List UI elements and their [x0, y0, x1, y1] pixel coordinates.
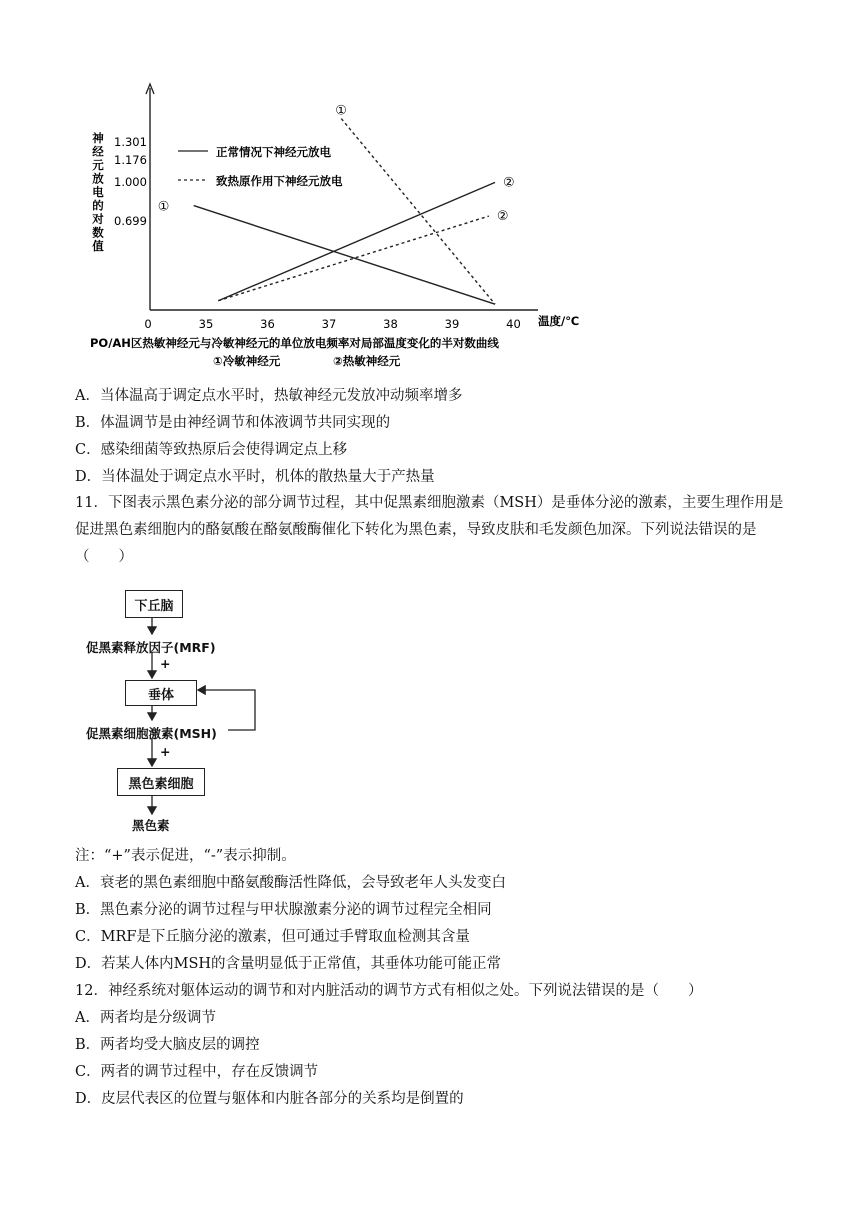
- q12-stem: 12．神经系统对躯体运动的调节和对内脏活动的调节方式有相似之处。下列说法错误的是（ ）: [75, 983, 703, 999]
- flow-arrows: [80, 586, 300, 836]
- series-marker-1: ①: [157, 199, 170, 215]
- q12-option-b: B．两者均受大脑皮层的调控: [75, 1037, 260, 1053]
- legend-solid-label: 正常情况下神经元放电: [216, 145, 331, 159]
- q11-option-a: A．衰老的黑色素细胞中酪氨酸酶活性降低，会导致老年人头发变白: [75, 875, 506, 891]
- q12-option-d: D．皮层代表区的位置与躯体和内脏各部分的关系均是倒置的: [75, 1091, 464, 1107]
- melanin-regulation-diagram: [80, 586, 300, 836]
- legend-dashed-label: 致热原作用下神经元放电: [216, 174, 343, 188]
- pituitary-box: 垂体: [125, 680, 197, 706]
- msh-label: 促黑素细胞激素(MSH): [86, 726, 217, 741]
- q10-option-c: C．感染细菌等致热原后会使得调定点上移: [75, 442, 348, 458]
- q11-option-d: D．若某人体内MSH的含量明显低于正常值，其垂体功能可能正常: [75, 956, 502, 972]
- melanin-label: 黑色素: [132, 818, 170, 833]
- y-axis-label-char: 电: [92, 185, 104, 199]
- temperature-discharge-chart: [60, 70, 620, 380]
- x-tick-label: 39: [444, 317, 460, 331]
- series-line-1: [194, 206, 495, 305]
- hypothalamus-box: 下丘脑: [125, 590, 183, 618]
- y-axis-label-char: 数: [92, 225, 104, 240]
- series-line-2: [218, 182, 495, 300]
- series-marker-3: ①: [335, 103, 347, 119]
- mrf-label: 促黑素释放因子(MRF): [86, 640, 216, 655]
- note: 注：“+”表示促进，“-”表示抑制。: [75, 848, 296, 864]
- x-axis-label: 温度/℃: [538, 314, 580, 328]
- x-tick-label: 38: [383, 317, 398, 331]
- y-tick-label: 1.000: [114, 175, 147, 189]
- q12-option-a: A．两者均是分级调节: [75, 1010, 216, 1026]
- y-axis-label-char: 神: [92, 131, 104, 145]
- y-tick-label: 1.301: [114, 135, 147, 149]
- chart-caption: PO/AH区热敏神经元与冷敏神经元的单位放电频率对局部温度变化的半对数曲线: [90, 336, 499, 350]
- y-axis-label-char: 的: [92, 198, 104, 213]
- melanocyte-box: 黑色素细胞: [117, 768, 205, 796]
- y-axis-label-char: 经: [92, 144, 104, 159]
- q11-option-c: C．MRF是下丘脑分泌的激素，但可通过手臂取血检测其含量: [75, 929, 470, 945]
- q11-stem: 11．下图表示黑色素分泌的部分调节过程，其中促黑素细胞激素（MSH）是垂体分泌的激素，主要生理作用是促进黑色素细胞内的酪氨酸在酪氨酸酶催化下转化为黑色素，导致皮肤和毛发颜色加深。下列说法错误的是（ ）: [75, 495, 784, 565]
- plus-sign-1: +: [160, 656, 171, 671]
- y-axis-label-char: 放: [92, 171, 104, 186]
- caption-cold-neuron: ①冷敏神经元: [213, 354, 281, 368]
- series-line-3: [341, 119, 495, 305]
- x-tick-label: 0: [144, 317, 152, 331]
- y-tick-label: 0.699: [114, 214, 147, 228]
- y-tick-label: 1.176: [114, 153, 147, 167]
- x-tick-label: 40: [506, 317, 521, 331]
- series-marker-2: ②: [503, 175, 515, 191]
- q10-option-b: B．体温调节是由神经调节和体液调节共同实现的: [75, 415, 391, 431]
- q11-option-b: B．黑色素分泌的调节过程与甲状腺激素分泌的调节过程完全相同: [75, 902, 492, 918]
- series-marker-4: ②: [496, 209, 509, 225]
- q12-option-c: C．两者的调节过程中，存在反馈调节: [75, 1064, 319, 1080]
- y-axis-label-char: 值: [92, 239, 104, 253]
- x-tick-label: 36: [260, 317, 275, 331]
- y-axis-label-char: 对: [92, 212, 104, 226]
- x-tick-label: 35: [198, 317, 214, 331]
- caption-warm-neuron: ②热敏神经元: [333, 354, 401, 368]
- q10-option-a: A．当体温高于调定点水平时，热敏神经元发放冲动频率增多: [75, 388, 463, 404]
- y-axis-label-char: 元: [92, 158, 104, 172]
- q10-option-d: D．当体温处于调定点水平时，机体的散热量大于产热量: [75, 469, 435, 485]
- x-tick-label: 37: [321, 317, 337, 331]
- plus-sign-2: +: [160, 744, 171, 759]
